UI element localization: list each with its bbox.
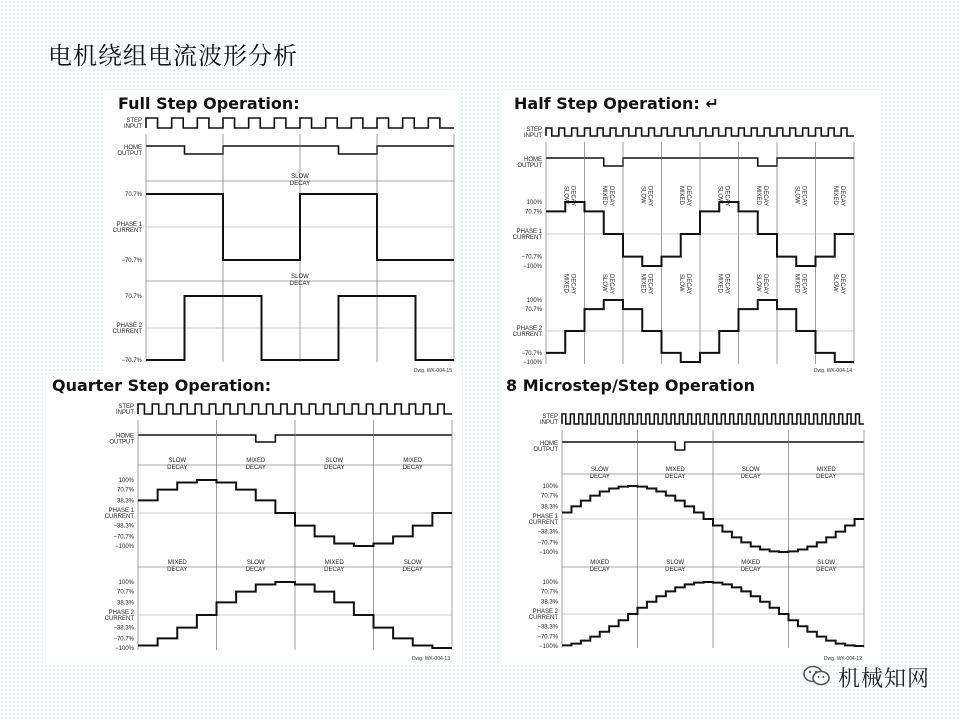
phase1-y-tick-label: 70.7% (540, 493, 558, 500)
decay-label-phase2: DECAY (569, 274, 576, 295)
decay-label-phase1: DECAY (289, 181, 311, 187)
phase1-y-tick-label: −100% (523, 264, 542, 270)
decay-label-phase1: SLOW (291, 174, 309, 180)
phase2-current-label: CURRENT (104, 616, 134, 622)
watermark (802, 662, 930, 693)
phase2-y-tick-label: −70.7% (537, 634, 558, 641)
decay-label-phase1: DECAY (838, 186, 845, 207)
phase2-y-tick-label: 70.7% (124, 294, 142, 300)
panel-title: Quarter Step Operation: (52, 376, 272, 395)
step-input-label: STEP (118, 404, 134, 410)
phase2-y-tick-label: −38.3% (537, 624, 558, 631)
phase2-y-tick-label: −70.7% (121, 358, 142, 364)
phase2-y-tick-label: 70.7% (116, 589, 134, 596)
phase1-current-label: CURRENT (112, 228, 142, 234)
decay-label-phase2: DECAY (607, 274, 614, 295)
decay-label-phase1: MIXED (831, 186, 838, 206)
decay-label-phase1: MIXED (600, 186, 607, 206)
phase1-current-label: PHASE 1 (116, 222, 142, 228)
phase2-y-tick-label: 100% (118, 580, 134, 586)
half-step-diagram (500, 90, 880, 376)
decay-label-phase1: DECAY (569, 186, 576, 207)
decay-label-phase1: SLOW (562, 186, 569, 204)
half-group (513, 94, 854, 374)
phase2-y-tick-label: 70.7% (540, 589, 558, 596)
home-output-label: HOME (540, 441, 558, 447)
decay-label-phase1: DECAY (167, 465, 188, 471)
phase2-y-tick-label: −70.7% (113, 636, 134, 643)
step-input-label: INPUT (524, 133, 542, 139)
phase1-y-tick-label: 70.7% (116, 487, 134, 494)
phase1-current-label: PHASE 1 (532, 514, 558, 520)
phase2-current-label: CURRENT (512, 332, 542, 338)
decay-label-phase2: SLOW (666, 560, 685, 566)
decay-label-phase2: DECAY (800, 274, 807, 295)
decay-label-phase2: DECAY (245, 567, 266, 573)
phase1-y-tick-label: −70.7% (121, 258, 142, 264)
phase1-y-tick-label: 38.3% (540, 504, 558, 511)
phase1-current-label: PHASE 1 (108, 508, 134, 514)
decay-label-phase1: DECAY (646, 186, 653, 207)
full-step-diagram (104, 90, 460, 376)
microstep-panel (500, 374, 880, 664)
decay-label-phase2: DECAY (684, 274, 691, 295)
phase2-y-tick-label: −100% (539, 644, 558, 650)
phase1-y-tick-label: −100% (115, 544, 134, 550)
home-output-label: OUTPUT (517, 163, 542, 169)
phase2-y-tick-label: −100% (523, 360, 542, 366)
watermark-text: 机械知网 (837, 667, 930, 692)
decay-label-phase2: SLOW (754, 274, 761, 292)
decay-label-phase2: MIXED (324, 560, 344, 566)
phase1-y-tick-label: 100% (542, 484, 558, 490)
home-output-label: HOME (524, 157, 542, 163)
step-input-label: STEP (542, 414, 558, 420)
decay-label-phase1: MIXED (677, 186, 684, 206)
drawing-number: Dwg. WK-004-13 (411, 656, 450, 662)
decay-label-phase1: DECAY (607, 186, 614, 207)
decay-label-phase1: MIXED (754, 186, 761, 206)
decay-label-phase2: DECAY (665, 567, 686, 573)
decay-label-phase2: SLOW (600, 274, 607, 292)
decay-label-phase1: SLOW (168, 458, 187, 464)
drawing-number: Dwg. WK-004-12 (823, 656, 862, 662)
decay-label-phase2: DECAY (740, 567, 761, 573)
full-group (113, 94, 454, 374)
drawing-number: Dwg. WK-004-14 (813, 368, 852, 374)
half-step-panel (500, 90, 880, 376)
decay-label-phase2: MIXED (793, 274, 800, 294)
decay-label-phase1: SLOW (639, 186, 646, 204)
decay-label-phase1: SLOW (793, 186, 800, 204)
phase1-current-label: CURRENT (104, 514, 134, 520)
quarter-group (52, 376, 452, 662)
decay-label-phase2: DECAY (167, 567, 188, 573)
phase2-current-label: CURRENT (112, 329, 142, 335)
decay-label-phase2: MIXED (167, 560, 187, 566)
phase2-y-tick-label: 100% (542, 580, 558, 586)
decay-label-phase1: DECAY (324, 465, 345, 471)
decay-label-phase2: SLOW (403, 560, 422, 566)
micro-group (506, 376, 864, 662)
home-output-label: OUTPUT (533, 447, 558, 453)
phase2-y-tick-label: 100% (526, 298, 542, 304)
decay-label-phase2: MIXED (562, 274, 569, 294)
microstep-diagram (500, 374, 880, 664)
phase1-y-tick-label: −70.7% (521, 254, 542, 261)
wechat-icon (802, 663, 832, 693)
decay-label-phase2: SLOW (291, 274, 309, 280)
step-input-waveform (562, 414, 864, 424)
decay-label-phase1: DECAY (816, 474, 837, 480)
phase1-y-tick-label: 38.3% (116, 498, 134, 505)
decay-label-phase1: DECAY (723, 186, 730, 207)
phase1-current-label: CURRENT (512, 235, 542, 241)
step-input-waveform (546, 128, 854, 136)
decay-label-phase2: MIXED (716, 274, 723, 294)
decay-label-phase2: DECAY (324, 567, 345, 573)
step-input-label: STEP (126, 118, 142, 124)
phase2-current-label: PHASE 2 (532, 609, 558, 615)
decay-label-phase1: DECAY (402, 465, 423, 471)
phase2-current-label: PHASE 2 (108, 610, 134, 616)
decay-label-phase1: SLOW (716, 186, 723, 204)
decay-label-phase2: DECAY (646, 274, 653, 295)
decay-label-phase2: DECAY (838, 274, 845, 295)
decay-label-phase1: DECAY (684, 186, 691, 207)
phase1-y-tick-label: −70.7% (537, 540, 558, 547)
decay-label-phase2: MIXED (639, 274, 646, 294)
phase2-y-tick-label: 38.3% (116, 600, 134, 607)
phase1-y-tick-label: 100% (118, 478, 134, 484)
quarter-step-diagram (46, 374, 462, 664)
decay-label-phase1: MIXED (816, 467, 836, 473)
step-input-label: INPUT (124, 124, 142, 130)
phase1-y-tick-label: −100% (539, 550, 558, 556)
home-output-label: HOME (116, 433, 134, 440)
phase1-current-label: PHASE 1 (516, 229, 542, 235)
phase1-y-tick-label: 70.7% (524, 209, 542, 216)
decay-label-phase2: DECAY (723, 274, 730, 295)
decay-label-phase1: DECAY (245, 465, 266, 471)
decay-label-phase1: SLOW (741, 467, 760, 473)
home-output-label: HOME (124, 145, 142, 151)
decay-label-phase1: MIXED (665, 467, 685, 473)
decay-label-phase2: DECAY (816, 567, 837, 573)
decay-label-phase2: MIXED (741, 560, 761, 566)
phase2-y-tick-label: −100% (115, 646, 134, 652)
step-input-waveform (138, 404, 452, 414)
decay-label-phase1: DECAY (589, 474, 610, 480)
phase2-current-label: PHASE 2 (116, 323, 142, 329)
panel-title: Full Step Operation: (118, 94, 300, 113)
decay-label-phase2: DECAY (589, 567, 610, 573)
phase1-current-label: CURRENT (528, 520, 558, 526)
decay-label-phase1: SLOW (590, 467, 609, 473)
step-input-label: INPUT (116, 410, 134, 416)
home-output-label: OUTPUT (117, 151, 142, 157)
phase2-y-tick-label: 70.7% (524, 307, 542, 314)
decay-label-phase1: MIXED (403, 458, 423, 464)
decay-label-phase2: DECAY (402, 567, 423, 573)
quarter-step-panel (46, 374, 462, 664)
panel-title: 8 Microstep/Step Operation (506, 376, 755, 395)
decay-label-phase1: DECAY (800, 186, 807, 207)
phase2-y-tick-label: −70.7% (521, 350, 542, 357)
decay-label-phase1: DECAY (761, 186, 768, 207)
phase1-y-tick-label: −70.7% (113, 534, 134, 541)
decay-label-phase2: DECAY (289, 281, 311, 287)
decay-label-phase2: SLOW (246, 560, 265, 566)
phase1-y-tick-label: 100% (526, 200, 542, 206)
decay-label-phase1: SLOW (325, 458, 344, 464)
phase2-y-tick-label: 38.3% (540, 599, 558, 606)
decay-label-phase2: SLOW (817, 560, 836, 566)
page-title: 电机绕组电流波形分析 (48, 42, 298, 70)
step-input-label: STEP (526, 127, 542, 133)
decay-label-phase2: DECAY (761, 274, 768, 295)
decay-label-phase1: DECAY (665, 474, 686, 480)
decay-label-phase2: SLOW (677, 274, 684, 292)
full-step-panel (104, 90, 460, 376)
panel-title: Half Step Operation: ↵ (514, 94, 719, 113)
decay-label-phase2: SLOW (831, 274, 838, 292)
phase1-y-tick-label: 70.7% (124, 192, 142, 198)
phase1-y-tick-label: −38.3% (537, 529, 558, 536)
step-input-label: INPUT (540, 420, 558, 426)
decay-label-phase1: DECAY (740, 474, 761, 480)
phase1-y-tick-label: −38.3% (113, 523, 134, 530)
phase2-current-label: PHASE 2 (516, 326, 542, 332)
phase2-y-tick-label: −38.3% (113, 625, 134, 632)
step-input-waveform (146, 118, 454, 128)
drawing-number: Dwg. WK-004-15 (413, 368, 452, 374)
decay-label-phase1: MIXED (246, 458, 266, 464)
decay-label-phase2: MIXED (590, 560, 610, 566)
home-output-label: OUTPUT (109, 439, 134, 446)
phase2-current-label: CURRENT (528, 615, 558, 621)
